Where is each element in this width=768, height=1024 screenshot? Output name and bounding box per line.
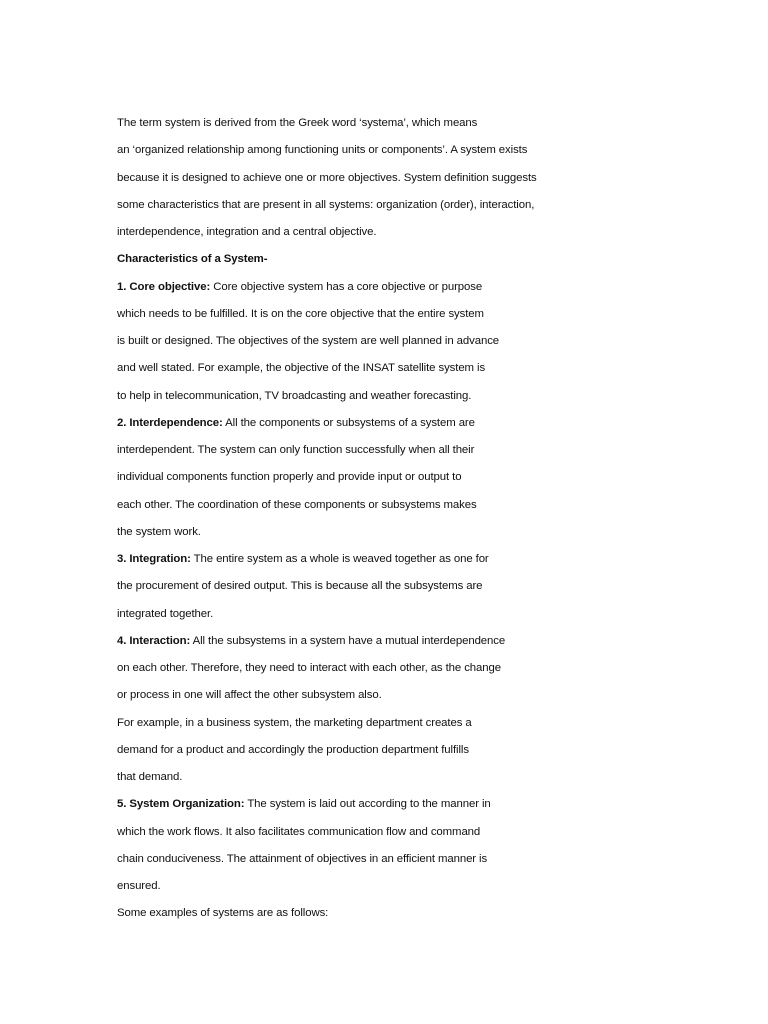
paragraph-line: which the work flows. It also facilitates communication flow and command xyxy=(117,825,481,838)
interaction-line xyxy=(117,631,757,658)
integration-text: The entire system as a whole is weaved together as one for xyxy=(190,553,489,565)
paragraph-line: to help in telecommunication, TV broadcasting and weather forecasting. xyxy=(117,389,472,402)
system-organization-text: The system is laid out according to the manner in xyxy=(244,798,491,811)
core-objective-text: Core objective system has a core objective or purpose xyxy=(210,280,483,293)
paragraph-line: interdependent. The system can only function successfully when all their xyxy=(117,444,475,456)
paragraph-line: chain conduciveness. The attainment of objectives in an efficient manner is xyxy=(117,852,488,865)
integration-line xyxy=(117,549,757,576)
paragraph-line: integrated together. xyxy=(117,607,214,620)
paragraph-line: on each other. Therefore, they need to interact with each other, as the change xyxy=(117,662,501,674)
paragraph-line: some characteristics that are present in all systems: organization (order), interaction, xyxy=(117,198,535,211)
interdependence-text: All the components or subsystems of a system are xyxy=(222,416,475,429)
paragraph-line: individual components function properly and provide input or output to xyxy=(117,471,462,484)
paragraph-line: The term system is derived from the Greek word ‘systema’, which means xyxy=(117,117,478,129)
paragraph-line: each other. The coordination of these components or subsystems makes xyxy=(117,498,477,511)
document-page xyxy=(117,113,757,931)
paragraph-line: which needs to be fulfilled. It is on the core objective that the entire system xyxy=(117,307,484,320)
system-organization-label: 5. System Organization: xyxy=(117,798,245,811)
interdependence-label: 2. Interdependence: xyxy=(117,416,223,429)
integration-label: 3. Integration: xyxy=(117,553,191,565)
interdependence-line xyxy=(117,413,757,440)
paragraph-line: an ‘organized relationship among functioning units or components’. A system exists xyxy=(117,144,528,157)
core-objective-line xyxy=(117,277,757,304)
paragraph-line: interdependence, integration and a central objective. xyxy=(117,226,377,238)
paragraph-line: the system work. xyxy=(117,525,201,538)
paragraph-line: the procurement of desired output. This is because all the subsystems are xyxy=(117,580,483,593)
interaction-label: 4. Interaction: xyxy=(117,634,191,647)
paragraph-line: is built or designed. The objectives of the system are well planned in advance xyxy=(117,335,500,347)
paragraph-line: ensured. xyxy=(117,880,161,892)
paragraph-line: that demand. xyxy=(117,771,183,783)
core-objective-label: 1. Core objective: xyxy=(117,280,211,293)
interaction-text: All the subsystems in a system have a mutual interdependence xyxy=(190,634,506,647)
section-heading-text: Characteristics of a System- xyxy=(117,253,268,266)
paragraph-line: because it is designed to achieve one or more objectives. System definition suggests xyxy=(117,171,537,184)
paragraph-line: demand for a product and accordingly the production department fulfills xyxy=(117,743,469,756)
closing-line: Some examples of systems are as follows: xyxy=(117,907,329,920)
system-organization-line xyxy=(117,794,757,821)
section-heading xyxy=(117,249,757,276)
paragraph-line: and well stated. For example, the objective of the INSAT satellite system is xyxy=(117,362,486,375)
paragraph-line: or process in one will affect the other subsystem also. xyxy=(117,689,382,702)
paragraph-line: For example, in a business system, the marketing department creates a xyxy=(117,716,472,729)
